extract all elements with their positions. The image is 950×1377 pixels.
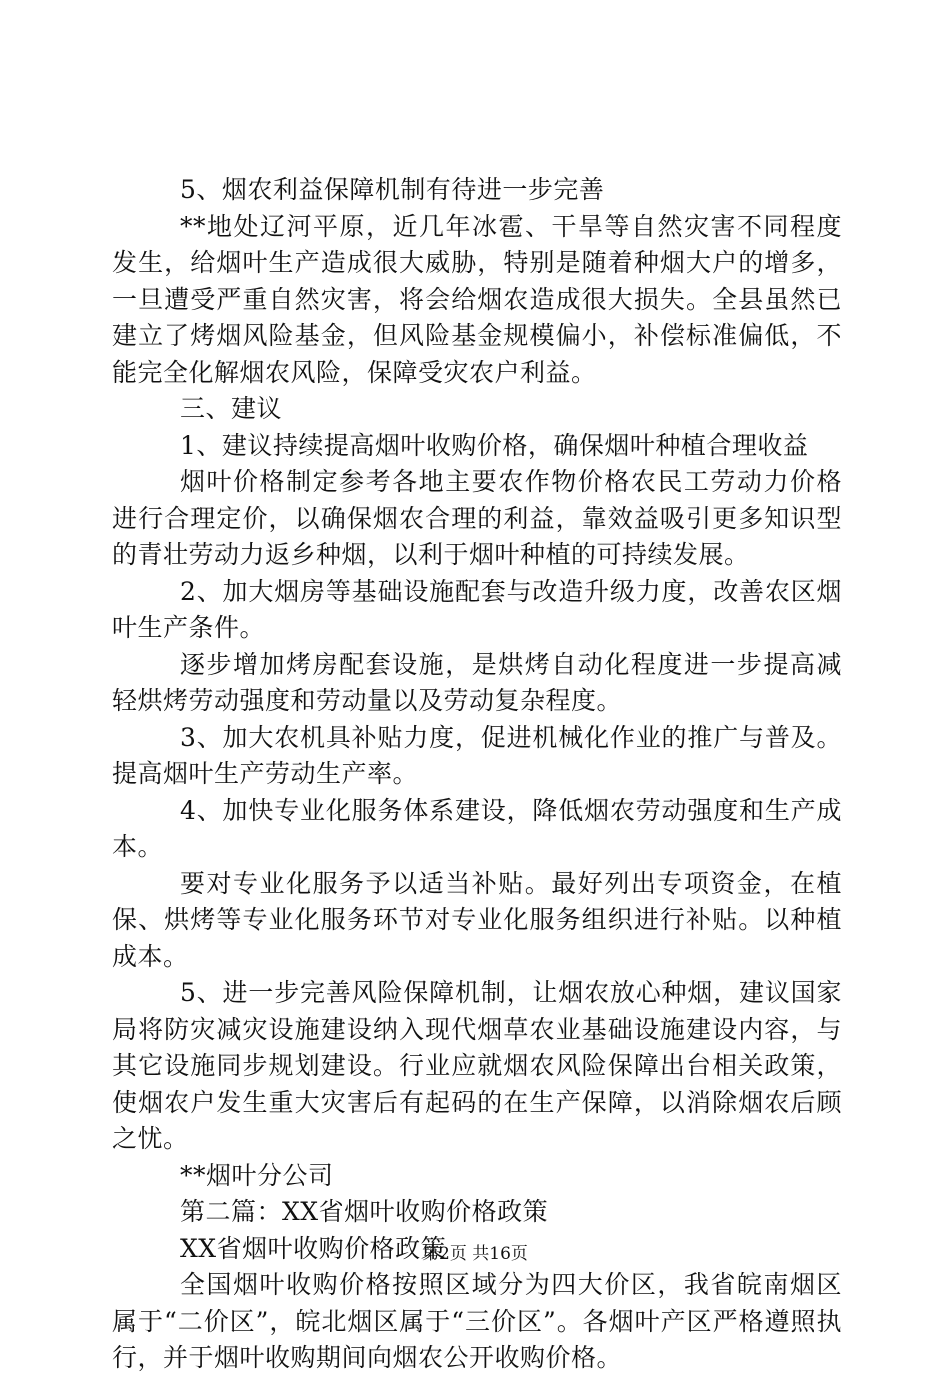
suggestion-1-heading: 1、建议持续提高烟叶收购价格，确保烟叶种植合理收益 — [180, 430, 809, 460]
signature-company: **烟叶分公司 — [180, 1160, 334, 1190]
suggestion-2-heading: 2、加大烟房等基础设施配套与改造升级力度，改善农区烟叶生产条件。 — [112, 576, 842, 642]
section-heading-5-farmer-interest: 5、烟农利益保障机制有待进一步完善 — [180, 175, 605, 204]
paragraph-service-subsidy: 要对专业化服务予以适当补贴。最好列出专项资金，在植保、烘烤等专业化服务环节对专业化服务组织进行补贴。以种植成本。 — [112, 868, 842, 971]
section-heading-suggestions: 三、建议 — [180, 394, 283, 423]
paragraph-natural-disaster: **地处辽河平原，近几年冰雹、干旱等自然灾害不同程度发生，给烟叶生产造成很大威胁，特别是随着种烟大户的增多，一旦遭受严重自然灾害，将会给烟农造成很大损失。全县虽然已建立了烤烟风险基金，但风险基金规模偏小，补偿标准偏低，不能完全化解烟农风险，保障受灾农户利益。 — [112, 211, 842, 387]
suggestion-4-heading: 4、加快专业化服务体系建设，降低烟农劳动强度和生产成本。 — [112, 795, 842, 861]
chapter-2-subtitle: XX省烟叶收购价格政策 — [180, 1233, 447, 1263]
suggestion-3-heading: 3、加大农机具补贴力度，促进机械化作业的推广与普及。提高烟叶生产劳动生产率。 — [112, 722, 842, 788]
paragraph-curing-facilities: 逐步增加烤房配套设施，是烘烤自动化程度进一步提高减轻烘烤劳动强度和劳动量以及劳动复杂程度。 — [112, 649, 842, 715]
paragraph-pricing: 烟叶价格制定参考各地主要农作物价格农民工劳动力价格进行合理定价，以确保烟农合理的利益，靠效益吸引更多知识型的青壮劳动力返乡种烟，以利于烟叶种植的可持续发展。 — [112, 467, 842, 569]
document-body — [112, 172, 842, 1377]
chapter-2-title: 第二篇：XX省烟叶收购价格政策 — [180, 1197, 549, 1226]
page-number-footer: 第2页 共16页 — [422, 1244, 528, 1264]
paragraph-price-regions: 全国烟叶收购价格按照区域分为四大价区，我省皖南烟区属于“二价区”，皖北烟区属于“三价区”。各烟叶产区严格遵照执行，并于烟叶收购期间向烟农公开收购价格。 — [112, 1270, 842, 1372]
suggestion-5-paragraph: 5、进一步完善风险保障机制，让烟农放心种烟，建议国家局将防灾减灾设施建设纳入现代烟草农业基础设施建设内容，与其它设施同步规划建设。行业应就烟农风险保障出台相关政策，使烟农户发生重大灾害后有起码的在生产保障，以消除烟农后顾之忧。 — [112, 978, 842, 1153]
